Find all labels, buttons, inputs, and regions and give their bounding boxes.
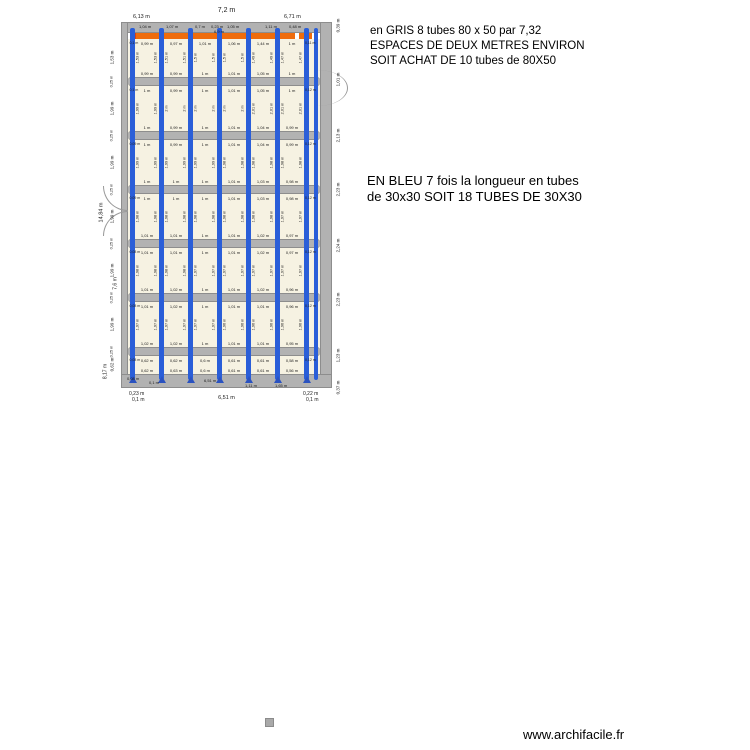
- gris-annotation-line-1: en GRIS 8 tubes 80 x 50 par 7,32: [370, 25, 542, 37]
- dim-left-outside: 1,53 m: [109, 50, 115, 65]
- cell-dim-side: 1,98 m: [153, 210, 158, 222]
- cell-dim-top: 1 m: [143, 87, 151, 93]
- blue-triangle-marker: [158, 376, 166, 383]
- cell-dim-bottom: 0,99 m: [140, 70, 154, 76]
- cell-dim-side: 2 m: [211, 104, 216, 112]
- cell-dim-side: 1,51 m: [164, 51, 169, 64]
- cell-dim-top: 1,03 m: [256, 195, 270, 201]
- cell-dim-bottom: 1 m: [201, 232, 209, 238]
- cell-dim-top: 0,99 m: [140, 40, 154, 46]
- cell-dim-side: 1,5 m: [211, 52, 216, 63]
- cell-dim-top: 1 m: [172, 195, 180, 201]
- dim-right-outside: 1,23 m: [335, 348, 341, 363]
- blue-tube: [275, 28, 280, 380]
- cell-dim-side: 1,98 m: [251, 210, 256, 222]
- cell-dim-top: 1 m: [288, 40, 296, 46]
- dim-left-outside: 1,99 m: [109, 263, 115, 277]
- dim-bottom-right: 0,22 m: [303, 391, 319, 397]
- dim-right-small: 0,12 m: [305, 196, 316, 200]
- cell-dim-top: 0,62 m: [169, 357, 183, 363]
- cell-dim-top: 0,6 m: [199, 357, 210, 363]
- cell-dim-side: 1,98 m: [269, 156, 274, 168]
- cell-dim-side: 1,97 m: [164, 318, 169, 330]
- cell-dim-top: 1,01 m: [227, 195, 241, 201]
- dim-right-small: 0,12 m: [305, 250, 316, 254]
- cell-dim-side: 1,97 m: [193, 264, 198, 276]
- cell-dim-side: 1,96 m: [251, 318, 256, 330]
- cell-dim-side: 1,98 m: [240, 210, 245, 222]
- website-label: www.archifacile.fr: [523, 727, 625, 742]
- gray-tube-band: [128, 347, 320, 356]
- cell-dim-side: 1,98 m: [269, 210, 274, 222]
- cell-dim-side: 2,01 m: [280, 102, 285, 114]
- dim-top-edge: 1,07 m: [166, 24, 179, 29]
- blue-tube: [217, 28, 222, 380]
- page-marker-square: [265, 718, 274, 727]
- blue-triangle-marker: [274, 376, 282, 383]
- cell-dim-top: 0,61 m: [227, 357, 241, 363]
- cell-dim-bottom: 1,02 m: [140, 340, 154, 346]
- dim-bottom-inside: 1,11 m: [245, 383, 257, 388]
- blue-triangle-marker: [245, 376, 253, 383]
- cell-dim-side: 1,98 m: [182, 264, 187, 276]
- cell-dim-top: 0,58 m: [285, 357, 299, 363]
- gris-annotation: [370, 24, 585, 69]
- cell-dim-bottom: 1 m: [201, 178, 209, 184]
- dim-left-outside: 1,99 m: [109, 155, 115, 169]
- cell-dim-side: 1,47 m: [280, 51, 285, 64]
- cell-dim-side: 2,01 m: [251, 102, 256, 114]
- cell-dim-bottom: 1 m: [201, 70, 209, 76]
- cell-dim-bottom: 1,01 m: [227, 340, 241, 346]
- cell-dim-side: 1,96 m: [222, 318, 227, 330]
- blue-tube: [130, 28, 135, 380]
- dim-left-total: 14,84 m: [98, 202, 105, 223]
- cell-dim-bottom: 1,01 m: [140, 232, 154, 238]
- cell-dim-top: 1,06 m: [227, 40, 241, 46]
- cell-dim-side: 2,01 m: [298, 102, 303, 114]
- cell-dim-top: 1 m: [201, 87, 209, 93]
- dim-left-outside: 1,99 m: [109, 101, 115, 115]
- dim-right-outside: 2,24 m: [335, 238, 341, 253]
- cell-dim-side: 1,97 m: [193, 318, 198, 330]
- dim-left-small: 0,1 m: [129, 41, 139, 45]
- cell-dim-side: 1,96 m: [298, 318, 303, 330]
- door-left-arc: [103, 186, 128, 211]
- cell-dim-side: 1,53 m: [135, 51, 140, 64]
- blue-triangle-marker: [216, 376, 224, 383]
- door-right-arc: [318, 70, 348, 106]
- cell-dim-side: 1,97 m: [240, 264, 245, 276]
- dim-top-right: 6,71 m: [284, 14, 301, 20]
- dim-left-small: 0,09 m: [129, 196, 141, 200]
- cell-dim-top: 1,01 m: [140, 249, 154, 255]
- dim-bottom-left: 0,23 m: [129, 391, 145, 397]
- cell-dim-side: 1,97 m: [298, 264, 303, 276]
- dim-bottom-inside: 0,08 m: [127, 376, 140, 381]
- dim-right-outside: 1,01 m: [335, 72, 341, 87]
- dim-right-outside: 2,23 m: [335, 292, 341, 307]
- cell-dim-top: 1 m: [288, 87, 296, 93]
- cell-dim-bottom: 1,02 m: [256, 232, 270, 238]
- blue-tube: [246, 28, 251, 380]
- cell-dim-bottom: 0,56 m: [285, 367, 299, 373]
- cell-dim-top: 1 m: [143, 195, 151, 201]
- gray-tube-band: [128, 293, 320, 302]
- cell-dim-top: 0,98 m: [285, 195, 299, 201]
- dim-top-edge: 0,7 m: [195, 24, 206, 29]
- cell-dim-top: 1 m: [201, 303, 209, 309]
- cell-dim-side: 1,99 m: [153, 102, 158, 114]
- gris-annotation-line-3: SOIT ACHAT DE 10 tubes de 80X50: [370, 55, 557, 67]
- dim-band-left: 0,25 m: [109, 291, 114, 303]
- cell-dim-top: 1 m: [201, 249, 209, 255]
- cell-dim-bottom: 1,01 m: [227, 178, 241, 184]
- cell-dim-side: 1,97 m: [153, 318, 158, 330]
- cell-dim-bottom: 1,01 m: [256, 340, 270, 346]
- cell-dim-bottom: 0,63 m: [169, 367, 183, 373]
- dim-bottom-inside: 1,65 m: [275, 383, 288, 388]
- cell-dim-top: 1,01 m: [227, 303, 241, 309]
- cell-dim-side: 1,97 m: [280, 264, 285, 276]
- blue-triangle-marker: [303, 376, 311, 383]
- cell-dim-side: 1,98 m: [251, 156, 256, 168]
- cell-dim-bottom: 1,01 m: [227, 232, 241, 238]
- cell-dim-side: 1,98 m: [298, 156, 303, 168]
- dim-band-left: 0,25 m: [109, 129, 114, 141]
- dim-top-total: 7,2 m: [217, 7, 236, 14]
- cell-dim-side: 1,99 m: [211, 156, 216, 168]
- dim-left-small: 0,09 m: [129, 142, 141, 146]
- bleu-annotation-line-2: de 30x30 SOIT 18 TUBES DE 30X30: [367, 189, 582, 204]
- cell-dim-side: 1,98 m: [182, 210, 187, 222]
- cell-dim-side: 1,99 m: [135, 102, 140, 114]
- cell-dim-side: 1,98 m: [164, 264, 169, 276]
- bleu-annotation: [367, 173, 582, 205]
- dim-bottom-inside: 0,1 m: [149, 380, 160, 385]
- cell-dim-side: 1,99 m: [153, 156, 158, 168]
- floor-plan: [98, 7, 369, 420]
- dim-left-small: 0,08 m: [129, 304, 141, 308]
- cell-dim-side: 1,96 m: [280, 318, 285, 330]
- cell-dim-side: 2 m: [164, 104, 169, 112]
- dim-left-outside: 1,99 m: [109, 317, 115, 331]
- cell-dim-side: 2,01 m: [269, 102, 274, 114]
- blue-triangle-marker: [187, 376, 195, 383]
- cell-dim-bottom: 1 m: [288, 70, 296, 76]
- gray-tube-band: [128, 239, 320, 248]
- gray-tube-band: [128, 185, 320, 194]
- cell-dim-bottom: 1,02 m: [169, 286, 183, 292]
- dim-band-left: 0,25 m: [109, 237, 114, 249]
- cell-dim-side: 1,97 m: [280, 210, 285, 222]
- cell-dim-top: 0,97 m: [169, 40, 183, 46]
- dim-left-small: 0,08 m: [129, 250, 141, 254]
- gray-tube-band: [128, 131, 320, 140]
- cell-dim-side: 1,97 m: [298, 210, 303, 222]
- orange-strip: [131, 33, 295, 39]
- cell-dim-bottom: 0,99 m: [169, 70, 183, 76]
- cell-dim-side: 1,5 m: [193, 52, 198, 63]
- cell-dim-bottom: 1 m: [201, 124, 209, 130]
- cell-dim-side: 1,98 m: [135, 264, 140, 276]
- cell-dim-side: 1,99 m: [135, 156, 140, 168]
- cell-dim-side: 1,98 m: [240, 156, 245, 168]
- cell-dim-bottom: 1 m: [201, 286, 209, 292]
- cell-dim-side: 1,98 m: [211, 210, 216, 222]
- bleu-annotation-line-1: EN BLEU 7 fois la longueur en tubes: [367, 173, 579, 188]
- cell-dim-side: 1,99 m: [193, 156, 198, 168]
- cell-dim-top: 0,97 m: [285, 249, 299, 255]
- dim-right-small: 0,12 m: [305, 358, 316, 362]
- cell-dim-top: 1,02 m: [256, 249, 270, 255]
- dim-left-extra: 8,17 m: [102, 363, 109, 380]
- gris-annotation-line-2: ESPACES DE DEUX METRES ENVIRON: [370, 40, 585, 52]
- cell-dim-side: 2 m: [222, 104, 227, 112]
- dim-left-small: 0,08 m: [129, 358, 141, 362]
- gray-tube-band: [128, 77, 320, 86]
- cell-dim-top: 1,05 m: [256, 87, 270, 93]
- cell-dim-top: 0,99 m: [169, 141, 183, 147]
- cell-dim-side: 2 m: [182, 104, 187, 112]
- dim-right-small: 0,12 m: [305, 142, 316, 146]
- cell-dim-bottom: 0,98 m: [285, 178, 299, 184]
- dim-right-small: 0,12 m: [305, 304, 316, 308]
- cell-dim-side: 2 m: [193, 104, 198, 112]
- dim-top-left: 6,13 m: [133, 14, 150, 20]
- cell-dim-side: 1,53 m: [153, 51, 158, 64]
- cell-dim-bottom: 0,97 m: [285, 232, 299, 238]
- cell-dim-top: 1,44 m: [256, 40, 270, 46]
- cell-dim-side: 1,98 m: [153, 264, 158, 276]
- cell-dim-side: 1,47 m: [298, 51, 303, 64]
- cell-dim-side: 1,97 m: [135, 318, 140, 330]
- cell-dim-bottom: 1 m: [143, 178, 151, 184]
- dim-top-edge: 0,48 m: [289, 24, 302, 29]
- cell-dim-side: 1,98 m: [135, 210, 140, 222]
- cell-dim-bottom: 1,03 m: [256, 178, 270, 184]
- dim-top-edge: 1,05 m: [227, 24, 240, 29]
- dim-top-edge: 0,23 m: [211, 24, 224, 29]
- cell-dim-side: 2 m: [240, 104, 245, 112]
- dim-left-outside: 0,62 m: [109, 357, 115, 372]
- cell-dim-top: 1 m: [143, 141, 151, 147]
- cell-dim-bottom: 1,01 m: [169, 232, 183, 238]
- cell-dim-top: 0,96 m: [285, 303, 299, 309]
- cell-dim-top: 1,01 m: [227, 141, 241, 147]
- cell-dim-bottom: 1,05 m: [256, 70, 270, 76]
- blue-tube: [304, 28, 309, 380]
- cell-dim-bottom: 1 m: [143, 124, 151, 130]
- cell-dim-bottom: 1,01 m: [140, 286, 154, 292]
- door-left-arc: [103, 211, 128, 236]
- dim-bottom-center: 6,51 m: [218, 395, 235, 401]
- cell-dim-bottom: 1,04 m: [256, 124, 270, 130]
- dim-right-outside: 0,37 m: [335, 380, 341, 395]
- cell-dim-side: 1,99 m: [164, 156, 169, 168]
- cell-dim-bottom: 0,6 m: [199, 367, 210, 373]
- cell-dim-side: 1,98 m: [164, 210, 169, 222]
- cell-dim-bottom: 0,62 m: [140, 367, 154, 373]
- dim-band-left: 0,25 m: [109, 75, 114, 87]
- cell-dim-top: 1,01 m: [227, 249, 241, 255]
- cell-dim-side: 1,5 m: [240, 52, 245, 63]
- cell-dim-side: 1,96 m: [240, 318, 245, 330]
- cell-dim-side: 1,97 m: [182, 318, 187, 330]
- cell-dim-bottom: 0,61 m: [227, 367, 241, 373]
- cell-dim-side: 1,51 m: [182, 51, 187, 64]
- dim-right-small: 0,12 m: [305, 88, 316, 92]
- cell-dim-side: 1,98 m: [280, 156, 285, 168]
- blue-tube: [188, 28, 193, 380]
- cell-dim-side: 1,98 m: [222, 210, 227, 222]
- dim-bottom-inside: 6,51 m: [204, 378, 217, 383]
- cell-dim-top: 0,99 m: [169, 87, 183, 93]
- cell-dim-side: 1,98 m: [193, 210, 198, 222]
- dim-top-edge: 1,04 m: [139, 24, 152, 29]
- dim-right-small: 0,11 m: [305, 41, 316, 45]
- dim-band-left: 0,25 m: [109, 183, 114, 195]
- cell-dim-top: 1,01 m: [227, 87, 241, 93]
- cell-dim-side: 1,96 m: [269, 318, 274, 330]
- cell-dim-bottom: 1,01 m: [227, 286, 241, 292]
- cell-dim-top: 0,61 m: [256, 357, 270, 363]
- cell-dim-side: 1,97 m: [269, 264, 274, 276]
- cell-dim-top: 0,99 m: [285, 141, 299, 147]
- dim-right-outside: 2,13 m: [335, 128, 341, 143]
- blue-tube: [159, 28, 164, 380]
- dim-left-small: 0,1 m: [129, 88, 139, 92]
- cell-dim-top: 1 m: [201, 195, 209, 201]
- dim-left-extra: 7,6 m: [112, 277, 119, 290]
- dim-right-outside: 2,23 m: [335, 182, 341, 197]
- cell-dim-bottom: 0,99 m: [169, 124, 183, 130]
- cell-dim-top: 1,01 m: [169, 249, 183, 255]
- cell-dim-bottom: 1,02 m: [256, 286, 270, 292]
- dim-band-left: 0,25 m: [109, 345, 114, 357]
- dim-bottom-left: 0,1 m: [132, 397, 145, 403]
- cell-dim-bottom: 1 m: [201, 340, 209, 346]
- cell-dim-bottom: 1 m: [172, 178, 180, 184]
- cell-dim-side: 1,98 m: [222, 156, 227, 168]
- dim-top-inner: 6,9 m: [214, 28, 225, 34]
- cell-dim-bottom: 0,99 m: [285, 124, 299, 130]
- cell-dim-side: 1,97 m: [211, 264, 216, 276]
- cell-dim-side: 1,97 m: [251, 264, 256, 276]
- cell-dim-side: 1,97 m: [222, 264, 227, 276]
- cell-dim-side: 1,99 m: [182, 156, 187, 168]
- cell-dim-bottom: 1,01 m: [227, 70, 241, 76]
- cell-dim-bottom: 1,01 m: [227, 124, 241, 130]
- cell-dim-top: 1,04 m: [256, 141, 270, 147]
- cell-dim-bottom: 0,95 m: [285, 340, 299, 346]
- dim-left-outside: 1,99 m: [109, 209, 115, 223]
- cell-dim-side: 1,49 m: [269, 51, 274, 64]
- cell-dim-top: 1,01 m: [198, 40, 212, 46]
- dim-top-edge: 1,11 m: [265, 24, 277, 29]
- dim-right-outside: 0,39 m: [335, 18, 341, 33]
- cell-dim-bottom: 0,96 m: [285, 286, 299, 292]
- cell-dim-side: 1,97 m: [211, 318, 216, 330]
- cell-dim-top: 0,62 m: [140, 357, 154, 363]
- cell-dim-side: 1,49 m: [251, 51, 256, 64]
- cell-dim-top: 1,02 m: [169, 303, 183, 309]
- cell-dim-side: 1,5 m: [222, 52, 227, 63]
- cell-dim-top: 1,01 m: [256, 303, 270, 309]
- cell-dim-top: 1 m: [201, 141, 209, 147]
- cell-dim-top: 1,01 m: [140, 303, 154, 309]
- cell-dim-bottom: 0,61 m: [256, 367, 270, 373]
- dim-bottom-right: 0,1 m: [306, 397, 319, 403]
- cell-dim-bottom: 1,02 m: [169, 340, 183, 346]
